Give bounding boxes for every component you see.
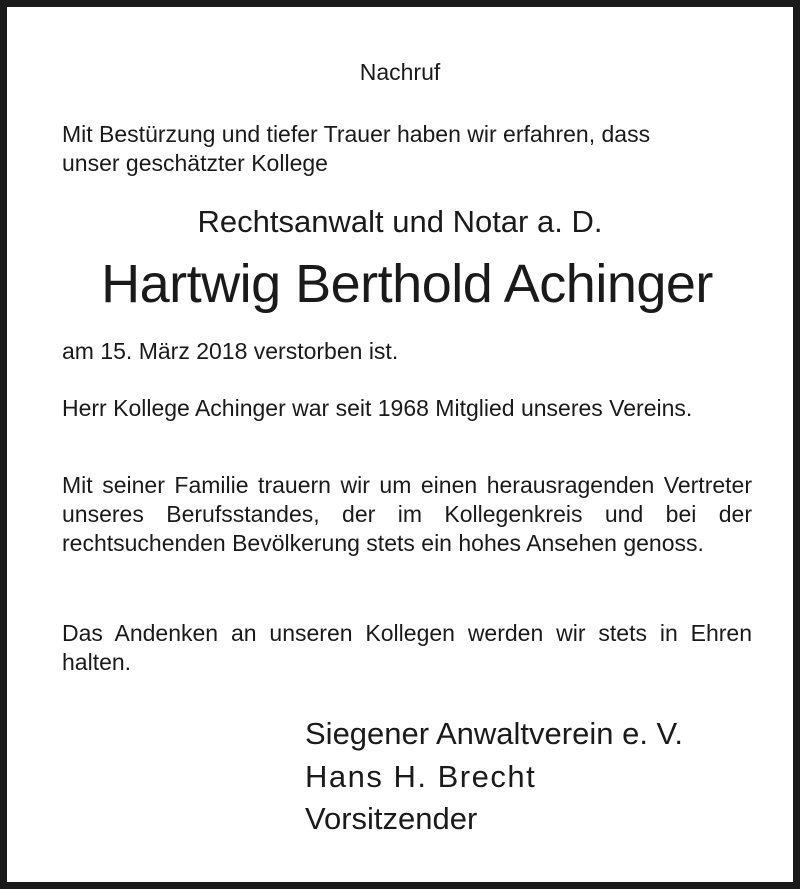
deceased-title: Rechtsanwalt und Notar a. D. (197, 204, 603, 239)
membership-paragraph: Herr Kollege Achinger war seit 1968 Mitglied unseres Vereins. (62, 395, 693, 421)
death-date-line: am 15. März 2018 verstorben ist. (62, 338, 399, 364)
deceased-name: Hartwig Berthold Achinger (101, 254, 713, 314)
remembrance-paragraph: Das Andenken an unseren Kollegen werden wir stets in Ehren halten. (62, 620, 752, 675)
tribute-paragraph: Mit seiner Familie trauern wir um einen herausragenden Vertreter unseres Berufsstandes, der im Kollegenkreis und bei der rechtsuchenden Bevölkerung stets ein hohes Ansehen genoss. (62, 472, 752, 556)
signature-organization: Siegener Anwaltverein e. V. (305, 716, 683, 751)
intro-line-1: Mit Bestürzung und tiefer Trauer haben wir erfahren, dass (62, 121, 651, 147)
signature-person: Hans H. Brecht (305, 759, 537, 794)
intro-line-2: unser geschätzter Kollege (62, 150, 328, 176)
signature-role: Vorsitzender (305, 801, 478, 836)
notice-heading: Nachruf (359, 59, 441, 85)
